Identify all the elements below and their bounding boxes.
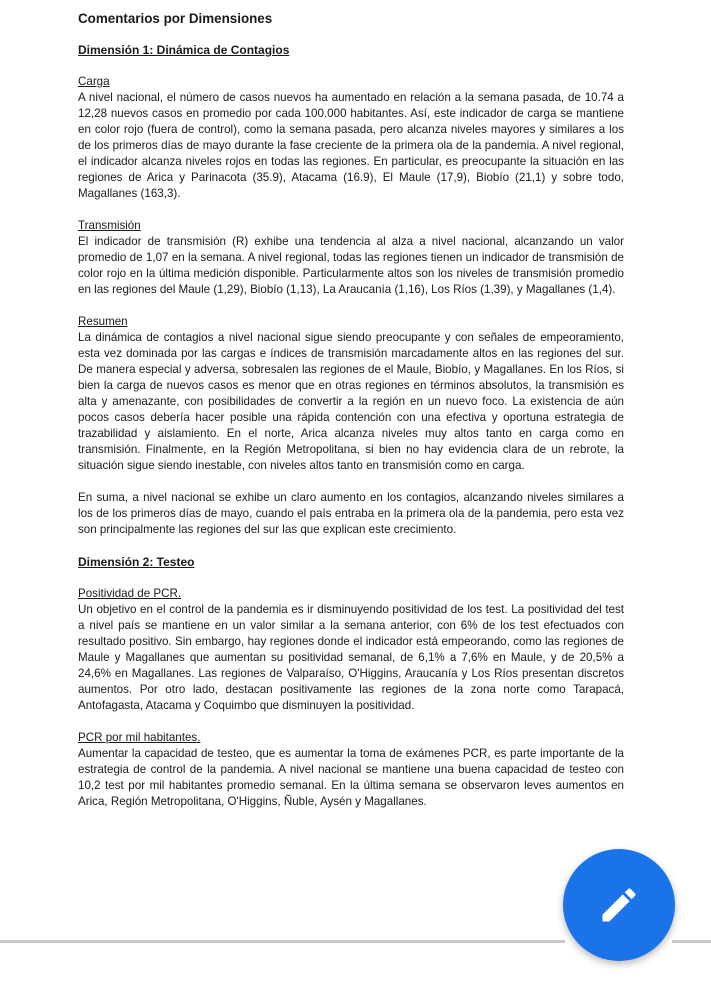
document-title: Comentarios por Dimensiones xyxy=(78,11,273,26)
resumen-heading: Resumen xyxy=(78,315,128,328)
positividad-paragraph: Un objetivo en el control de la pandemia es ir disminuyendo positividad de los test. La positividad del test a nivel país se mantiene en un valor similar a la semana anterior, con 6% de los test efectuados con resultado positivo. Sin embargo, hay regiones donde el indicador está empeorando, como las regiones de Maule y Magallanes que aumentan su positividad semanal, de 6,1% a 7,6% en Maule, y de 20,5% a 24,6% en Magallanes. Las regiones de Valparaíso, O'Higgins, Araucanía y Los Ríos presentan discretos aumentos. Por otro lado, destacan positivamente las regiones de la zona norte como Tarapacá, Antofagasta, Atacama y Coquimbo que disminuyen la positividad. xyxy=(78,603,624,712)
carga-paragraph: A nivel nacional, el número de casos nuevos ha aumentado en relación a la semana pasada, de 10.74 a 12,28 nuevos casos en promedio por cada 100.000 habitantes. Así, este indicador de carga se mantiene en color rojo (fuera de control), como la semana pasada, pero alcanza niveles mayores y similares a los de los primeros días de mayo durante la fase creciente de la primera ola de la pandemia. A nivel regional, el indicador alcanza niveles rojos en todas las regiones. En particular, es preocupante la situación en las regiones de Arica y Parinacota (35.9), Atacama (16.9), El Maule (17,9), Biobío (21,1) y sobre todo, Magallanes (163,3). xyxy=(78,91,624,200)
resumen-paragraph-2: En suma, a nivel nacional se exhibe un claro aumento en los contagios, alcanzando niveles similares a los de los primeros días de mayo, cuando el país entraba en la primera ola de la pandemia, pero esta vez son principalmente las regiones del sur las que explican este crecimiento. xyxy=(78,491,624,536)
resumen-paragraph: La dinámica de contagios a nivel nacional sigue siendo preocupante y con señales de empeoramiento, esta vez dominada por las cargas e índices de transmisión marcadamente altos en las regiones del sur. De manera especial y adversa, sobresalen las regiones de el Maule, Biobío, y Magallanes. En los Ríos, si bien la carga de nuevos casos es menor que en otras regiones en términos absolutos, la transmisión es alta y amenazante, con posibilidades de convertir a la región en un nuevo foco. La existencia de aún pocos casos debería hacer posible una rápida contención con una efectiva y oportuna estrategia de trazabilidad y aislamiento. En el norte, Arica alcanza niveles muy altos tanto en carga como en transmisión. Finalmente, en la Región Metropolitana, si bien no hay evidencia clara de un rebrote, la situación sigue siendo inestable, con niveles altos tanto en transmisión como en carga. xyxy=(78,331,624,472)
transmision-paragraph: El indicador de transmisión (R) exhibe una tendencia al alza a nivel nacional, alcanzando un valor promedio de 1,07 en la semana. A nivel regional, todas las regiones tienen un indicador de transmisión de color rojo en la última medición disponible. Particularmente altos son los niveles de transmisión promedio en las regiones del Maule (1,29), Biobío (1,13), La Araucanía (1,16), Los Ríos (1,39), y Magallanes (1,4). xyxy=(78,235,624,296)
pencil-icon xyxy=(597,883,641,927)
transmision-heading: Transmisión xyxy=(78,219,141,232)
pcr-mil-paragraph: Aumentar la capacidad de testeo, que es aumentar la toma de exámenes PCR, es parte importante de la estrategia de control de la pandemia. A nivel nacional se mantiene una buena capacidad de testeo con 10,2 test por mil habitantes promedio semanal. En la última semana se observaron leves aumentos en Arica, Región Metropolitana, O'Higgins, Ñuble, Aysén y Magallanes. xyxy=(78,747,624,808)
document-page xyxy=(78,10,624,826)
dimension-1-title: Dimensión 1: Dinámica de Contagios xyxy=(78,43,290,57)
page-bottom-divider-right xyxy=(672,940,711,943)
carga-heading: Carga xyxy=(78,75,110,88)
dimension-2-title: Dimensión 2: Testeo xyxy=(78,555,195,569)
pcr-mil-heading: PCR por mil habitantes. xyxy=(78,731,201,744)
page-bottom-divider xyxy=(0,940,565,943)
positividad-heading: Positividad de PCR. xyxy=(78,587,182,600)
edit-fab-button[interactable] xyxy=(563,849,675,961)
